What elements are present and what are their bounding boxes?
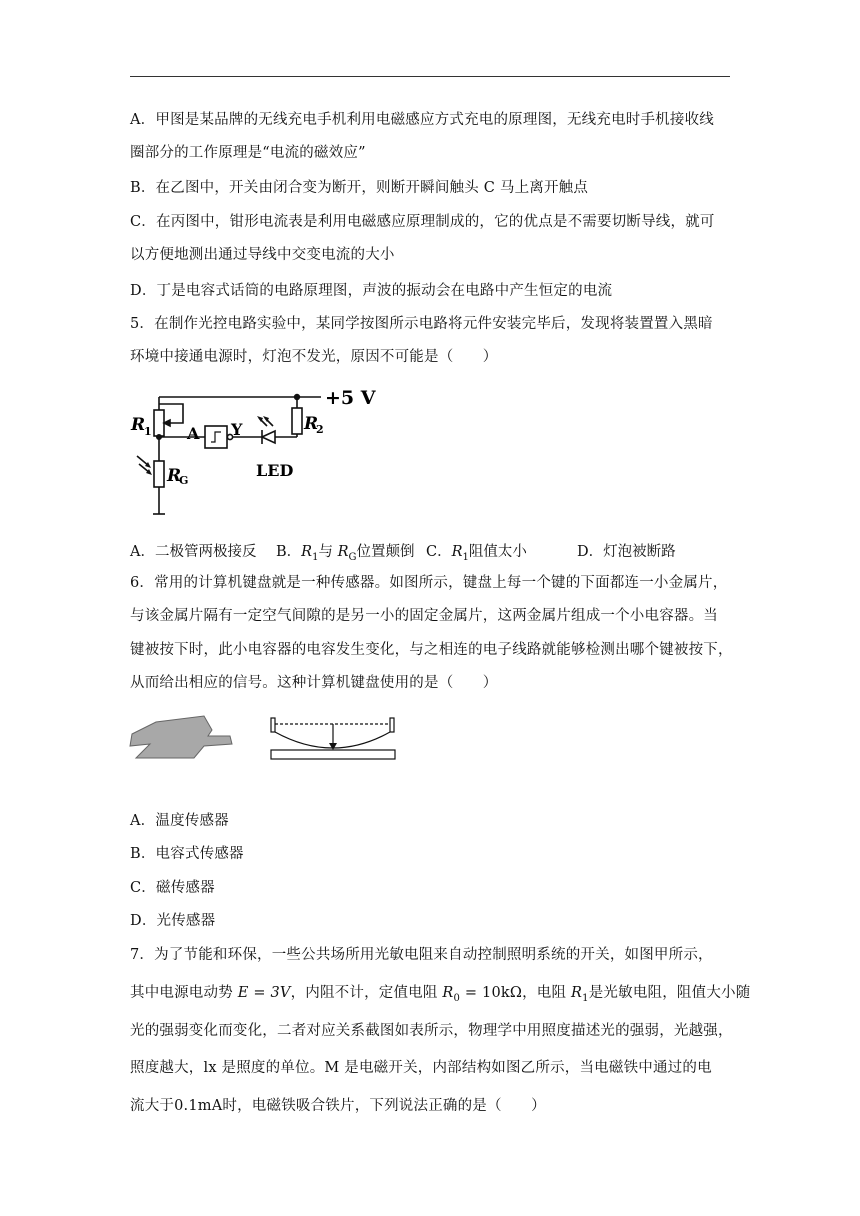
q7-r1-symbol: R — [571, 985, 583, 1001]
q6-option-b: B．电容式传感器 — [130, 846, 244, 862]
q5-option-c-r1: R — [451, 544, 463, 560]
q6-option-a: A．温度传感器 — [130, 813, 229, 829]
q5-stem-line2: 环境中接通电源时，灯泡不发光，原因不可能是（ ） — [130, 349, 498, 365]
q5-stem-line1: 5．在制作光控电路实验中，某同学按图所示电路将元件安装完毕后，发现将装置置入黑暗 — [130, 316, 713, 332]
q6-stem-line2: 与该金属片隔有一定空气间隙的是另一小的固定金属片，这两金属片组成一个小电容器。当 — [130, 608, 718, 624]
q5-option-b-r1-sub: 1 — [312, 551, 319, 563]
q7-line3: 光的强弱变化而变化，二者对应关系截图如表所示，物理学中用照度描述光的强弱，光越强， — [130, 1023, 733, 1039]
q7-line2-part-c: ，电阻 — [522, 985, 572, 1001]
q5-option-a: A．二极管两极接反 — [130, 544, 257, 560]
label-y: Y — [231, 420, 243, 439]
q5-option-c-prefix: C． — [426, 544, 452, 560]
q6-option-d: D．光传感器 — [130, 913, 216, 929]
q7-r0-value: = 10kΩ — [460, 985, 523, 1001]
q7-line2-part-b: ，内阻不计，定值电阻 — [290, 985, 443, 1001]
q7-line5-part-b: 时，电磁铁吸合铁片，下列说法正确的是（ ） — [222, 1098, 546, 1114]
q7-line2-part-a: 其中电源电动势 — [130, 985, 238, 1001]
label-rg-sub: G — [179, 474, 189, 487]
q5-option-c — [426, 540, 527, 563]
q7-r0-sub: 0 — [453, 992, 461, 1004]
q5-option-b-mid: 与 — [318, 544, 338, 560]
key-cap-shape — [130, 716, 232, 758]
label-a: A — [187, 424, 200, 443]
q7-emf-value: E = 3V — [237, 985, 291, 1001]
q4-option-b: B．在乙图中，开关由闭合变为断开，则断开瞬间触头 C 马上离开触点 — [130, 180, 589, 196]
q6-stem-line3: 键被按下时，此小电容器的电容发生变化，与之相连的电子线路就能够检测出哪个键被按下， — [130, 642, 733, 658]
q6-stem-line1: 6．常用的计算机键盘就是一种传感器。如图所示，键盘上每一个键的下面都连一小金属片， — [130, 575, 728, 591]
q7-r1-sub: 1 — [582, 992, 589, 1004]
q4-option-d: D．丁是电容式话筒的电路原理图，声波的振动会在电路中产生恒定的电流 — [130, 283, 613, 299]
q4-option-c-line1: C．在丙图中，钳形电流表是利用电磁感应原理制成的，它的优点是不需要切断导线，就可 — [130, 214, 715, 230]
q5-option-b-rg-sub: G — [348, 551, 357, 563]
q7-line1: 7．为了节能和环保，一些公共场所用光敏电阻来自动控制照明系统的开关，如图甲所示， — [130, 947, 713, 963]
q6-key-diagram — [128, 712, 403, 767]
q4-option-a-line2: 圈部分的工作原理是“电流的磁效应” — [130, 145, 366, 161]
q7-line5 — [130, 1096, 546, 1116]
q4-option-a-line1: A．甲图是某品牌的无线充电手机利用电磁感应方式充电的原理图，无线充电时手机接收线 — [130, 112, 714, 128]
label-led: LED — [256, 461, 294, 480]
label-r2-sub: 2 — [316, 423, 324, 436]
label-r2: R — [304, 414, 319, 434]
header-rule — [130, 76, 730, 77]
q7-line4: 照度越大，lx 是照度的单位。M 是电磁开关，内部结构如图乙所示，当电磁铁中通过的电 — [130, 1060, 712, 1076]
q7-r0-symbol: R — [442, 985, 454, 1001]
q5-option-b-suffix: 位置颠倒 — [356, 544, 415, 560]
q5-option-b-r1: R — [301, 544, 313, 560]
q6-stem-line4: 从而给出相应的信号。这种计算机键盘使用的是（ ） — [130, 675, 498, 691]
label-voltage: +5 V — [325, 387, 376, 409]
q7-line2 — [130, 983, 750, 1009]
q5-option-d: D．灯泡被断路 — [577, 544, 676, 560]
q5-circuit-diagram — [125, 380, 385, 525]
q6-option-c: C．磁传感器 — [130, 880, 215, 896]
q4-option-c-line2: 以方便地测出通过导线中交变电流的大小 — [130, 247, 395, 263]
q5-option-b — [276, 540, 414, 563]
q5-option-b-rg: R — [337, 544, 349, 560]
q5-option-c-suffix: 阻值太小 — [468, 544, 527, 560]
label-r1: R — [131, 415, 146, 435]
label-r1-sub: 1 — [144, 425, 152, 438]
label-rg: R — [167, 466, 182, 486]
q7-line2-part-d: 是光敏电阻，阻值大小随 — [588, 985, 751, 1001]
q5-option-b-prefix: B． — [276, 544, 302, 560]
q5-option-c-r1-sub: 1 — [462, 551, 469, 563]
q7-current-threshold: 0.1mA — [174, 1098, 223, 1114]
q7-line5-part-a: 流大于 — [130, 1098, 175, 1114]
